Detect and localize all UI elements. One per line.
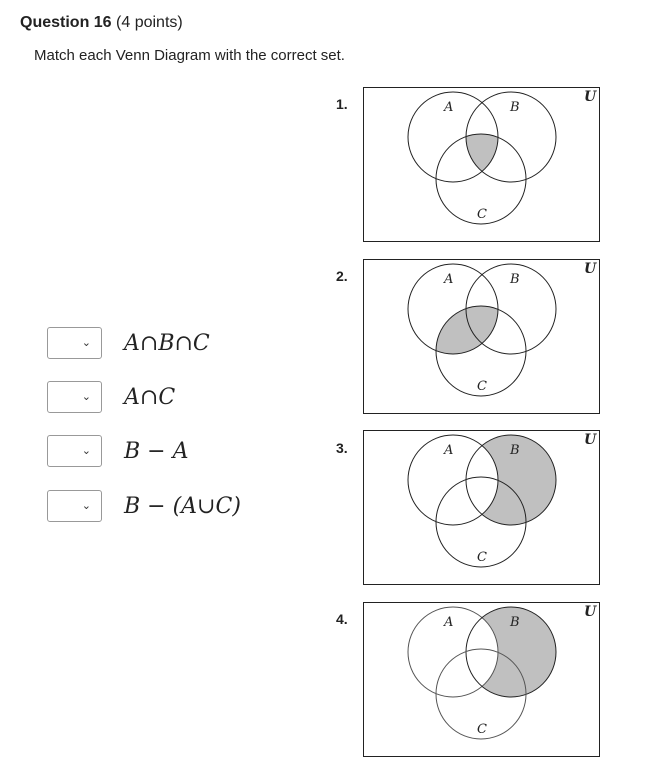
diagram-number-1: 1. — [336, 96, 348, 112]
venn-diagram-1 — [363, 87, 600, 242]
set-expression-1: A∩B∩C — [124, 330, 210, 356]
diagram-number-3: 3. — [336, 440, 348, 456]
chevron-down-icon: ⌄ — [81, 337, 91, 349]
match-row-3 — [47, 434, 188, 468]
answer-select-1[interactable] — [47, 327, 102, 359]
set-expression-4: B − (A∪C) — [124, 493, 241, 519]
venn-diagram-4 — [363, 602, 600, 757]
label-universe: U — [584, 604, 597, 620]
answer-select-4[interactable] — [47, 490, 102, 522]
label-c: C — [477, 379, 487, 394]
label-b: B — [510, 443, 520, 458]
venn-svg-2 — [363, 259, 600, 414]
answer-select-3[interactable] — [47, 435, 102, 467]
venn-diagram-2 — [363, 259, 600, 414]
label-a: A — [444, 615, 454, 630]
question-points: (4 points) — [116, 14, 183, 31]
label-universe: U — [584, 261, 597, 277]
question-header — [20, 14, 183, 32]
label-a: A — [444, 443, 454, 458]
label-a: A — [444, 272, 454, 287]
label-a: A — [444, 100, 454, 115]
label-universe: U — [584, 89, 597, 105]
label-c: C — [477, 207, 487, 222]
label-universe: U — [584, 432, 597, 448]
chevron-down-icon: ⌄ — [81, 500, 91, 512]
label-b: B — [510, 272, 520, 287]
label-b: B — [510, 615, 520, 630]
question-title: Question 16 — [20, 14, 112, 31]
label-c: C — [477, 722, 487, 737]
set-expression-2: A∩C — [124, 384, 176, 410]
venn-svg-3 — [363, 430, 600, 585]
match-row-4 — [47, 489, 241, 523]
match-row-1 — [47, 326, 210, 360]
chevron-down-icon: ⌄ — [81, 391, 91, 403]
label-b: B — [510, 100, 520, 115]
venn-svg-4 — [363, 602, 600, 757]
set-expression-3: B − A — [124, 438, 189, 464]
match-row-2 — [47, 380, 175, 414]
venn-diagram-3 — [363, 430, 600, 585]
answer-select-2[interactable] — [47, 381, 102, 413]
diagram-number-2: 2. — [336, 268, 348, 284]
venn-svg-1 — [363, 87, 600, 242]
diagram-number-4: 4. — [336, 611, 348, 627]
question-instruction: Match each Venn Diagram with the correct set. — [34, 47, 345, 64]
label-c: C — [477, 550, 487, 565]
chevron-down-icon: ⌄ — [81, 445, 91, 457]
